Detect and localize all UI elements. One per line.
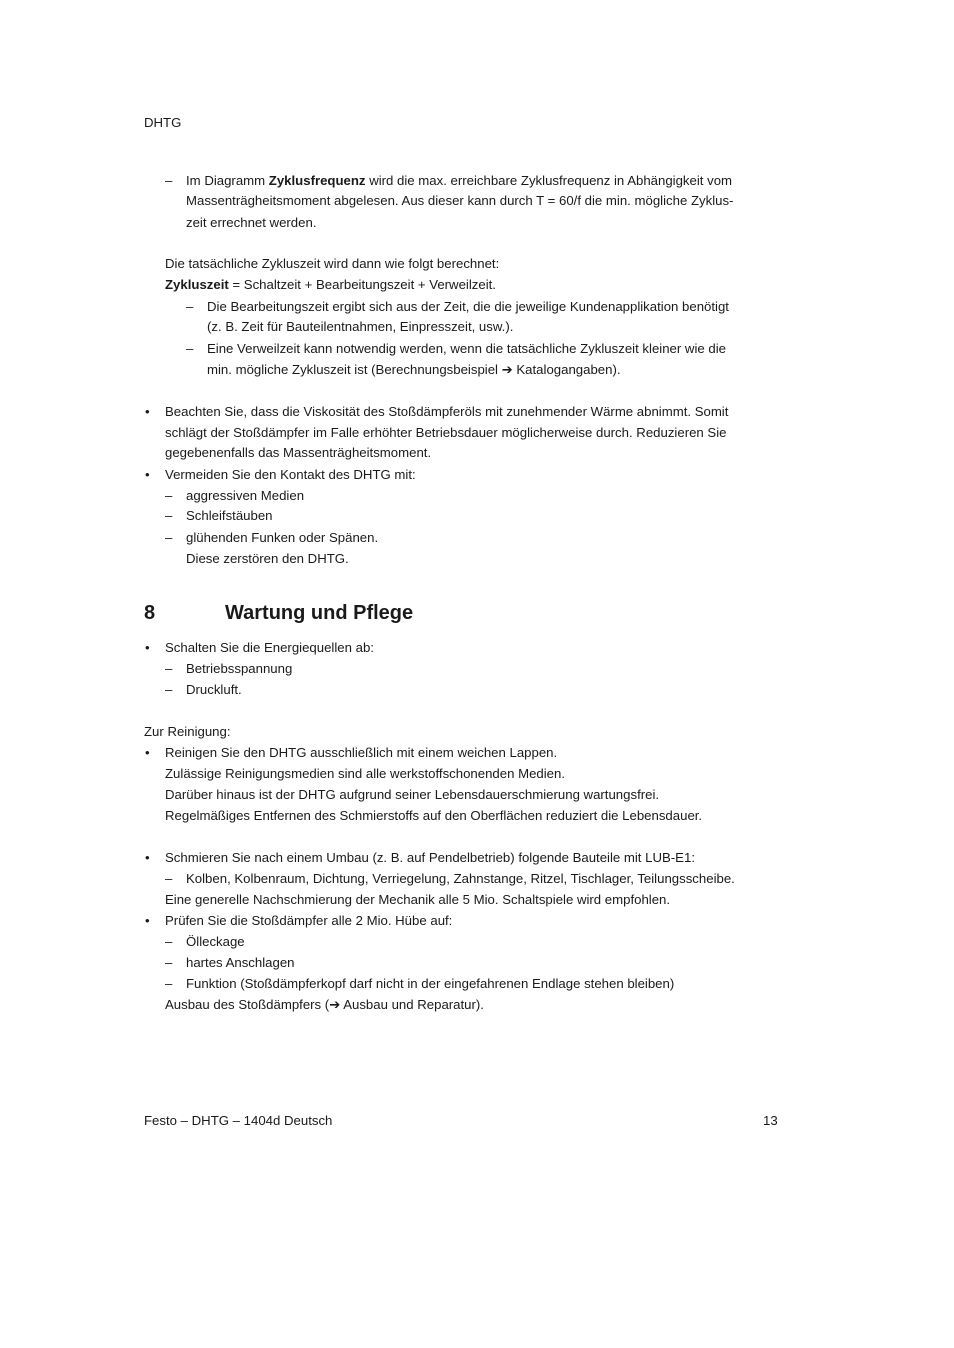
running-header: DHTG (144, 115, 182, 130)
dash-item-bearbeitungszeit: Die Bearbeitungszeit ergibt sich aus der Zeit, die die jeweilige Kundenapplikation benötigt (207, 299, 729, 314)
bullet-marker: • (145, 913, 150, 928)
bullet-item-viskositaet: Beachten Sie, dass die Viskosität des Stoßdämpferöls mit zunehmender Wärme abnimmt. Somit (165, 404, 729, 419)
dash-item-verweilzeit: Eine Verweilzeit kann notwendig werden, wenn die tatsächliche Zykluszeit kleiner wie die (207, 341, 726, 356)
dash-marker: – (186, 341, 194, 356)
text-line: Diese zerstören den DHTG. (186, 551, 349, 566)
text-line-reference: Ausbau des Stoßdämpfers (➔ Ausbau und Reparatur). (165, 997, 484, 1012)
footer-document-id: Festo – DHTG – 1404d Deutsch (144, 1113, 333, 1128)
text-line: Eine generelle Nachschmierung der Mechanik alle 5 Mio. Schaltspiele wird empfohlen. (165, 892, 671, 907)
bullet-marker: • (145, 404, 150, 419)
text-line: Regelmäßiges Entfernen des Schmierstoffs auf den Oberflächen reduziert die Lebensdauer. (165, 808, 703, 823)
bullet-item-schmieren: Schmieren Sie nach einem Umbau (z. B. auf Pendelbetrieb) folgende Bauteile mit LUB-E1: (165, 850, 695, 865)
arrow-right-icon: ➔ (329, 997, 341, 1012)
text-line: zeit errechnet werden. (186, 215, 317, 230)
dash-marker: – (165, 173, 173, 188)
section-title: Wartung und Pflege (225, 602, 414, 624)
text-line: schlägt der Stoßdämpfer im Falle erhöhter Betriebsdauer möglicherweise durch. Reduzieren Sie (165, 425, 727, 440)
bullet-item-kontakt: Vermeiden Sie den Kontakt des DHTG mit: (165, 467, 416, 482)
text-line-reference: min. mögliche Zykluszeit ist (Berechnungsbeispiel ➔ Katalogangaben). (207, 362, 621, 377)
bullet-item-stossdaempfer: Prüfen Sie die Stoßdämpfer alle 2 Mio. Hübe auf: (165, 913, 453, 928)
text-line: Massenträgheitsmoment abgelesen. Aus dieser kann durch T = 60/f die min. mögliche Zyklus- (186, 193, 734, 208)
section-number: 8 (144, 602, 156, 624)
dash-marker: – (165, 682, 173, 697)
dash-item: Druckluft. (186, 682, 242, 697)
dash-marker: – (165, 661, 173, 676)
paragraph-calc: Die tatsächliche Zykluszeit wird dann wie folgt berechnet: (165, 256, 500, 271)
bullet-marker: • (145, 850, 150, 865)
dash-marker: – (165, 508, 173, 523)
dash-item: Kolben, Kolbenraum, Dichtung, Verriegelung, Zahnstange, Ritzel, Tischlager, Teilungsscheibe. (186, 871, 735, 886)
bullet-marker: • (145, 467, 150, 482)
page-number: 13 (763, 1113, 778, 1128)
dash-item: hartes Anschlagen (186, 955, 295, 970)
dash-item: Funktion (Stoßdämpferkopf darf nicht in der eingefahrenen Endlage stehen bleiben) (186, 976, 675, 991)
bullet-item-energiequellen: Schalten Sie die Energiequellen ab: (165, 640, 374, 655)
bullet-item-reinigen: Reinigen Sie den DHTG ausschließlich mit einem weichen Lappen. (165, 745, 558, 760)
dash-marker: – (165, 934, 173, 949)
dash-marker: – (186, 299, 194, 314)
dash-marker: – (165, 871, 173, 886)
dash-item: glühenden Funken oder Spänen. (186, 530, 379, 545)
dash-item-zyklusfrequenz: Im Diagramm Zyklusfrequenz wird die max. erreichbare Zyklusfrequenz in Abhängigkeit vom (186, 173, 733, 188)
formula-line: Zykluszeit = Schaltzeit + Bearbeitungszeit + Verweilzeit. (165, 277, 496, 292)
dash-marker: – (165, 530, 173, 545)
dash-marker: – (165, 488, 173, 503)
dash-marker: – (165, 955, 173, 970)
arrow-right-icon: ➔ (501, 362, 513, 377)
text-line: gegebenenfalls das Massenträgheitsmoment. (165, 445, 432, 460)
dash-item: Betriebsspannung (186, 661, 293, 676)
bullet-marker: • (145, 640, 150, 655)
text-line: (z. B. Zeit für Bauteilentnahmen, Einpresszeit, usw.). (207, 319, 514, 334)
text-line: Darüber hinaus ist der DHTG aufgrund seiner Lebensdauerschmierung wartungsfrei. (165, 787, 660, 802)
text-line: Zulässige Reinigungsmedien sind alle werkstoffschonenden Medien. (165, 766, 566, 781)
dash-marker: – (165, 976, 173, 991)
dash-item: aggressiven Medien (186, 488, 305, 503)
bullet-marker: • (145, 745, 150, 760)
dash-item: Ölleckage (186, 934, 245, 949)
cleaning-label: Zur Reinigung: (144, 724, 231, 739)
dash-item: Schleifstäuben (186, 508, 273, 523)
